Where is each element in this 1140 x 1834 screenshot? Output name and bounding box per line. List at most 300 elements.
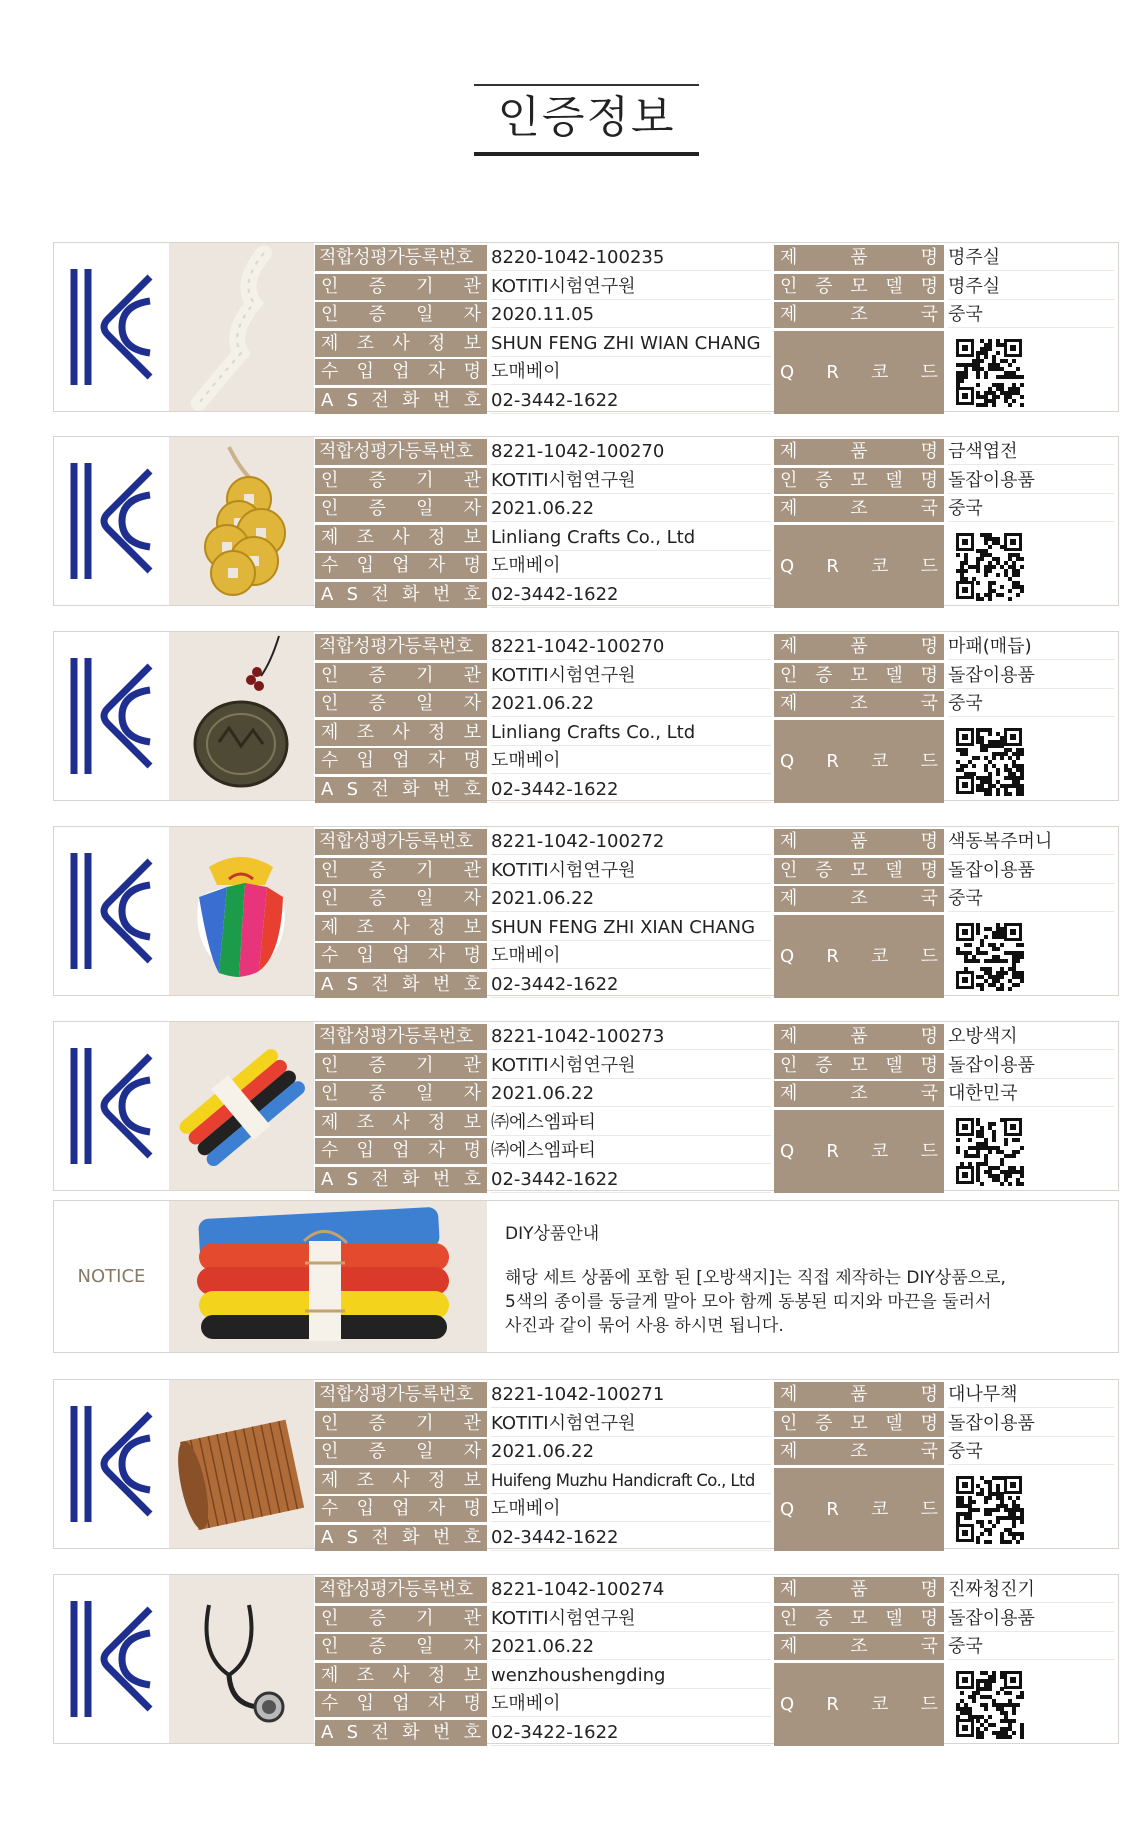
label-char: 정 bbox=[427, 1469, 446, 1491]
label-char: 정 bbox=[427, 916, 446, 938]
label-char: 일 bbox=[416, 498, 434, 519]
label-char: R bbox=[826, 1498, 839, 1520]
label-agency bbox=[315, 858, 487, 884]
certification-card bbox=[53, 1021, 1119, 1191]
label-char: 전 bbox=[371, 583, 389, 605]
label-country bbox=[774, 302, 944, 328]
saekdong-pouch-image bbox=[169, 827, 314, 995]
label-importer bbox=[315, 1496, 487, 1522]
label-char: 전 bbox=[371, 1721, 389, 1743]
label-maker bbox=[315, 720, 487, 746]
as-phone-value: 02-3442-1622 bbox=[491, 388, 771, 414]
label-char: 자 bbox=[463, 1083, 481, 1104]
label-char: 증 bbox=[368, 1054, 386, 1076]
label-country bbox=[774, 886, 944, 912]
notice-card bbox=[53, 1200, 1119, 1353]
qr-code-icon bbox=[954, 1669, 1024, 1739]
label-char: 조 bbox=[356, 721, 375, 743]
label-char: 드 bbox=[920, 945, 938, 967]
notice-line-3: 사진과 같이 묶어 사용 하시면 됩니다. bbox=[505, 1316, 784, 1336]
country-value: 중국 bbox=[948, 691, 1114, 717]
label-char: 명 bbox=[463, 1498, 481, 1519]
label-char: 제 bbox=[321, 332, 339, 354]
label-char: 증 bbox=[815, 1054, 833, 1076]
country-value: 중국 bbox=[948, 1439, 1114, 1465]
certification-card bbox=[53, 1379, 1119, 1549]
label-country bbox=[774, 496, 944, 522]
label-char: 조 bbox=[356, 916, 375, 938]
label-qr-code bbox=[774, 720, 944, 803]
label-product bbox=[774, 1577, 944, 1603]
kc-logo bbox=[54, 243, 169, 411]
label-date bbox=[315, 1634, 487, 1660]
label-char: 명 bbox=[463, 361, 481, 382]
label-char: 인 bbox=[780, 275, 798, 297]
label-reg-number: 적합성평가등록번호 bbox=[315, 439, 487, 465]
label-char: 명 bbox=[463, 555, 481, 576]
product-photo bbox=[169, 437, 314, 605]
page-title-block bbox=[474, 84, 699, 156]
qr-code-icon bbox=[954, 337, 1024, 407]
label-char: 델 bbox=[885, 859, 903, 881]
agency-value: KOTITI시험연구원 bbox=[491, 468, 771, 494]
label-char: 품 bbox=[850, 1026, 868, 1047]
label-char: 증 bbox=[368, 888, 386, 909]
label-char: Q bbox=[780, 945, 795, 967]
label-char: 명 bbox=[920, 636, 938, 657]
label-char: 모 bbox=[850, 469, 868, 491]
label-date bbox=[315, 691, 487, 717]
label-char: 인 bbox=[321, 1636, 339, 1657]
label-char: 증 bbox=[368, 859, 386, 881]
qr-code-icon bbox=[954, 921, 1024, 991]
stethoscope-image bbox=[169, 1575, 314, 1743]
label-char: 인 bbox=[780, 1412, 798, 1434]
label-char: 자 bbox=[463, 1441, 481, 1462]
label-char: 제 bbox=[321, 1664, 339, 1686]
label-char: 번 bbox=[432, 1526, 451, 1548]
kc-logo bbox=[54, 1380, 169, 1548]
label-char: 명 bbox=[920, 275, 938, 297]
qr-code[interactable] bbox=[954, 1474, 1024, 1544]
label-char: 명 bbox=[920, 831, 938, 852]
label-char: Q bbox=[780, 361, 795, 383]
kc-mark-icon bbox=[64, 261, 160, 393]
reg-number-value: 8221-1042-100274 bbox=[491, 1577, 771, 1603]
label-char: 명 bbox=[463, 750, 481, 771]
qr-code[interactable] bbox=[954, 726, 1024, 796]
label-char: 명 bbox=[920, 1054, 938, 1076]
label-char: 명 bbox=[920, 859, 938, 881]
label-char: 증 bbox=[368, 304, 386, 325]
label-char: 관 bbox=[463, 275, 481, 297]
label-char: Q bbox=[780, 1140, 795, 1162]
date-value: 2021.06.22 bbox=[491, 1634, 771, 1660]
label-country bbox=[774, 691, 944, 717]
label-char: 인 bbox=[321, 304, 339, 325]
label-model bbox=[774, 274, 944, 300]
label-char: 정 bbox=[427, 526, 446, 548]
label-char: 업 bbox=[392, 750, 410, 771]
label-char: 수 bbox=[321, 945, 339, 966]
label-char: S bbox=[346, 1526, 359, 1548]
label-char: 국 bbox=[920, 888, 938, 909]
label-as-phone bbox=[315, 582, 487, 608]
label-char: 모 bbox=[850, 664, 868, 686]
label-char: 인 bbox=[321, 469, 339, 491]
notice-heading: DIY상품안내 bbox=[505, 1224, 600, 1244]
label-char: 증 bbox=[815, 275, 833, 297]
kc-mark-icon bbox=[64, 845, 160, 977]
label-char: 보 bbox=[463, 332, 481, 354]
label-agency bbox=[315, 468, 487, 494]
label-char: 국 bbox=[920, 1441, 938, 1462]
label-char: 델 bbox=[885, 275, 903, 297]
label-char: 인 bbox=[321, 1412, 339, 1434]
reg-number-value: 8221-1042-100273 bbox=[491, 1024, 771, 1050]
label-char: 품 bbox=[850, 247, 868, 268]
page-title: 인증정보 bbox=[497, 92, 676, 143]
product-photo bbox=[169, 1575, 314, 1743]
product-name-value: 진짜청진기 bbox=[948, 1577, 1114, 1603]
label-agency bbox=[315, 663, 487, 689]
label-char: 수 bbox=[321, 1693, 339, 1714]
label-char: A bbox=[321, 389, 334, 411]
label-char: 인 bbox=[780, 469, 798, 491]
label-char: 명 bbox=[463, 1693, 481, 1714]
label-char: 제 bbox=[780, 1636, 798, 1657]
label-char: 수 bbox=[321, 361, 339, 382]
kc-mark-icon bbox=[64, 1398, 160, 1530]
agency-value: KOTITI시험연구원 bbox=[491, 663, 771, 689]
label-qr-code bbox=[774, 525, 944, 608]
as-phone-value: 02-3442-1622 bbox=[491, 1167, 771, 1193]
label-char: 조 bbox=[850, 1083, 868, 1104]
label-char: 인 bbox=[321, 1441, 339, 1462]
label-char: 조 bbox=[356, 526, 375, 548]
label-char: 증 bbox=[368, 664, 386, 686]
label-char: 일 bbox=[416, 1441, 434, 1462]
gold-coins-image bbox=[169, 437, 314, 605]
label-char: Q bbox=[780, 1693, 795, 1715]
label-char: 국 bbox=[920, 498, 938, 519]
certification-card bbox=[53, 1574, 1119, 1744]
label-char: 모 bbox=[850, 275, 868, 297]
qr-code[interactable] bbox=[954, 921, 1024, 991]
label-char: 국 bbox=[920, 1636, 938, 1657]
label-char: R bbox=[826, 1140, 839, 1162]
agency-value: KOTITI시험연구원 bbox=[491, 1053, 771, 1079]
label-char: 번 bbox=[432, 389, 451, 411]
label-char: 드 bbox=[920, 750, 938, 772]
kc-logo bbox=[54, 437, 169, 605]
label-char: 번 bbox=[432, 1168, 451, 1190]
kc-logo bbox=[54, 632, 169, 800]
country-value: 중국 bbox=[948, 496, 1114, 522]
label-char: 증 bbox=[815, 664, 833, 686]
label-char: 기 bbox=[416, 1054, 434, 1076]
label-char: 제 bbox=[780, 1441, 798, 1462]
label-qr-code bbox=[774, 331, 944, 414]
label-char: 제 bbox=[780, 831, 798, 852]
model-name-value: 돌잡이용품 bbox=[948, 1053, 1114, 1079]
label-char: 국 bbox=[920, 1083, 938, 1104]
label-char: 정 bbox=[427, 332, 446, 354]
maker-value: wenzhoushengding bbox=[491, 1663, 771, 1689]
label-char: 자 bbox=[463, 304, 481, 325]
label-char: 명 bbox=[920, 1412, 938, 1434]
label-qr-code bbox=[774, 915, 944, 998]
label-char: Q bbox=[780, 1498, 795, 1520]
importer-value: 도매베이 bbox=[491, 359, 771, 385]
label-char: 인 bbox=[321, 859, 339, 881]
label-char: 제 bbox=[780, 498, 798, 519]
certification-card bbox=[53, 826, 1119, 996]
label-char: 제 bbox=[321, 721, 339, 743]
label-char: 품 bbox=[850, 441, 868, 462]
label-char: 인 bbox=[780, 664, 798, 686]
model-name-value: 돌잡이용품 bbox=[948, 858, 1114, 884]
label-agency bbox=[315, 1606, 487, 1632]
label-country bbox=[774, 1634, 944, 1660]
label-char: 업 bbox=[392, 1693, 410, 1714]
label-char: 호 bbox=[463, 973, 481, 995]
label-reg-number: 적합성평가등록번호 bbox=[315, 1577, 487, 1603]
as-phone-value: 02-3442-1622 bbox=[491, 1525, 771, 1551]
label-char: 모 bbox=[850, 1412, 868, 1434]
label-char: 명 bbox=[463, 1140, 481, 1161]
date-value: 2020.11.05 bbox=[491, 302, 771, 328]
label-date bbox=[315, 302, 487, 328]
label-char: 조 bbox=[356, 1664, 375, 1686]
kc-mark-icon bbox=[64, 650, 160, 782]
model-name-value: 돌잡이용품 bbox=[948, 1411, 1114, 1437]
label-model bbox=[774, 663, 944, 689]
as-phone-value: 02-3422-1622 bbox=[491, 1720, 771, 1746]
label-char: 정 bbox=[427, 1664, 446, 1686]
label-maker bbox=[315, 331, 487, 357]
label-char: 업 bbox=[392, 555, 410, 576]
date-value: 2021.06.22 bbox=[491, 1081, 771, 1107]
label-char: 보 bbox=[463, 526, 481, 548]
date-value: 2021.06.22 bbox=[491, 1439, 771, 1465]
label-char: 조 bbox=[850, 888, 868, 909]
product-name-value: 오방색지 bbox=[948, 1024, 1114, 1050]
maker-value: Linliang Crafts Co., Ltd bbox=[491, 720, 771, 746]
label-char: 화 bbox=[402, 778, 420, 800]
label-agency bbox=[315, 1411, 487, 1437]
label-agency bbox=[315, 1053, 487, 1079]
notice-photo bbox=[169, 1201, 487, 1352]
label-char: 화 bbox=[402, 389, 420, 411]
label-reg-number: 적합성평가등록번호 bbox=[315, 245, 487, 271]
label-char: 명 bbox=[920, 1607, 938, 1629]
label-char: 일 bbox=[416, 1083, 434, 1104]
label-char: S bbox=[346, 1721, 359, 1743]
label-importer bbox=[315, 943, 487, 969]
label-char: 인 bbox=[321, 888, 339, 909]
label-product bbox=[774, 1382, 944, 1408]
label-char: 번 bbox=[432, 583, 451, 605]
label-char: S bbox=[346, 389, 359, 411]
label-char: 호 bbox=[463, 1721, 481, 1743]
label-char: 사 bbox=[392, 1111, 410, 1133]
label-char: 기 bbox=[416, 664, 434, 686]
label-char: 사 bbox=[392, 721, 410, 743]
label-char: 번 bbox=[432, 973, 451, 995]
label-char: 기 bbox=[416, 275, 434, 297]
maker-value: SHUN FENG ZHI WIAN CHANG bbox=[491, 331, 771, 357]
model-name-value: 돌잡이용품 bbox=[948, 663, 1114, 689]
qr-code[interactable] bbox=[954, 1669, 1024, 1739]
label-char: 전 bbox=[371, 1526, 389, 1548]
label-char: 관 bbox=[463, 859, 481, 881]
label-char: 증 bbox=[368, 1636, 386, 1657]
label-product bbox=[774, 829, 944, 855]
label-char: 델 bbox=[885, 1054, 903, 1076]
label-char: 업 bbox=[392, 361, 410, 382]
label-as-phone bbox=[315, 1720, 487, 1746]
label-char: 입 bbox=[356, 361, 375, 382]
label-char: 기 bbox=[416, 1607, 434, 1629]
importer-value: 도매베이 bbox=[491, 943, 771, 969]
label-char: 관 bbox=[463, 1412, 481, 1434]
label-char: 인 bbox=[780, 1607, 798, 1629]
label-char: 호 bbox=[463, 778, 481, 800]
label-char: 인 bbox=[321, 1083, 339, 1104]
label-char: Q bbox=[780, 555, 795, 577]
label-char: 인 bbox=[321, 1607, 339, 1629]
label-char: 조 bbox=[850, 498, 868, 519]
label-date bbox=[315, 496, 487, 522]
qr-code[interactable] bbox=[954, 531, 1024, 601]
label-char: 자 bbox=[427, 1140, 446, 1161]
label-char: 제 bbox=[321, 916, 339, 938]
label-char: S bbox=[346, 778, 359, 800]
label-char: 품 bbox=[850, 831, 868, 852]
product-photo bbox=[169, 827, 314, 995]
kc-logo bbox=[54, 827, 169, 995]
label-char: 델 bbox=[885, 664, 903, 686]
label-char: 자 bbox=[427, 1693, 446, 1714]
product-name-value: 명주실 bbox=[948, 245, 1114, 271]
label-country bbox=[774, 1439, 944, 1465]
label-char: R bbox=[826, 555, 839, 577]
product-photo bbox=[169, 243, 314, 411]
mapae-medallion-image bbox=[169, 632, 314, 800]
product-name-value: 대나무책 bbox=[948, 1382, 1114, 1408]
label-char: 일 bbox=[416, 888, 434, 909]
label-char: 명 bbox=[920, 1384, 938, 1405]
importer-value: 도매베이 bbox=[491, 1691, 771, 1717]
label-char: S bbox=[346, 583, 359, 605]
label-char: 인 bbox=[321, 275, 339, 297]
label-char: 코 bbox=[871, 1140, 889, 1162]
label-qr-code bbox=[774, 1663, 944, 1746]
label-char: 일 bbox=[416, 1636, 434, 1657]
kc-mark-icon bbox=[64, 1593, 160, 1725]
label-char: 코 bbox=[871, 1498, 889, 1520]
label-char: 델 bbox=[885, 1412, 903, 1434]
label-char: 보 bbox=[463, 1111, 481, 1133]
qr-code[interactable] bbox=[954, 1116, 1024, 1186]
label-char: 모 bbox=[850, 1054, 868, 1076]
label-char: 명 bbox=[920, 247, 938, 268]
label-char: 코 bbox=[871, 750, 889, 772]
label-char: 드 bbox=[920, 1498, 938, 1520]
importer-value: 도매베이 bbox=[491, 748, 771, 774]
label-char: 화 bbox=[402, 1526, 420, 1548]
label-maker bbox=[315, 1663, 487, 1689]
label-char: 보 bbox=[463, 721, 481, 743]
label-char: 입 bbox=[356, 1140, 375, 1161]
label-char: 제 bbox=[780, 1026, 798, 1047]
label-char: 코 bbox=[871, 1693, 889, 1715]
paper-bundle-image bbox=[169, 1201, 487, 1352]
qr-code-icon bbox=[954, 1116, 1024, 1186]
label-char: 화 bbox=[402, 1168, 420, 1190]
certification-card bbox=[53, 631, 1119, 801]
label-char: A bbox=[321, 583, 334, 605]
label-product bbox=[774, 245, 944, 271]
label-char: 수 bbox=[321, 750, 339, 771]
qr-code[interactable] bbox=[954, 337, 1024, 407]
label-char: R bbox=[826, 750, 839, 772]
model-name-value: 돌잡이용품 bbox=[948, 1606, 1114, 1632]
label-char: 관 bbox=[463, 664, 481, 686]
label-char: A bbox=[321, 1526, 334, 1548]
label-char: 관 bbox=[463, 1607, 481, 1629]
label-char: 명 bbox=[920, 1579, 938, 1600]
label-char: 드 bbox=[920, 555, 938, 577]
country-value: 중국 bbox=[948, 302, 1114, 328]
label-char: 조 bbox=[850, 304, 868, 325]
reg-number-value: 8221-1042-100270 bbox=[491, 439, 771, 465]
label-product bbox=[774, 439, 944, 465]
label-char: 사 bbox=[392, 332, 410, 354]
label-model bbox=[774, 1606, 944, 1632]
label-char: 명 bbox=[920, 441, 938, 462]
label-model bbox=[774, 858, 944, 884]
label-char: 자 bbox=[463, 1636, 481, 1657]
label-char: 델 bbox=[885, 469, 903, 491]
label-char: 전 bbox=[371, 1168, 389, 1190]
label-char: 드 bbox=[920, 1140, 938, 1162]
label-char: A bbox=[321, 1168, 334, 1190]
reg-number-value: 8221-1042-100272 bbox=[491, 829, 771, 855]
label-char: 조 bbox=[356, 332, 375, 354]
label-char: 인 bbox=[780, 859, 798, 881]
label-char: 증 bbox=[815, 469, 833, 491]
label-char: 자 bbox=[463, 693, 481, 714]
label-char: 증 bbox=[368, 1412, 386, 1434]
importer-value: 도매베이 bbox=[491, 1496, 771, 1522]
label-char: 업 bbox=[392, 945, 410, 966]
label-maker bbox=[315, 1468, 487, 1494]
maker-value: Linliang Crafts Co., Ltd bbox=[491, 525, 771, 551]
label-char: 모 bbox=[850, 1607, 868, 1629]
label-char: 품 bbox=[850, 1384, 868, 1405]
label-char: 업 bbox=[392, 1498, 410, 1519]
kc-logo bbox=[54, 1022, 169, 1190]
product-name-value: 금색엽전 bbox=[948, 439, 1114, 465]
label-model bbox=[774, 1053, 944, 1079]
label-char: 증 bbox=[815, 1412, 833, 1434]
country-value: 중국 bbox=[948, 886, 1114, 912]
label-char: 입 bbox=[356, 1498, 375, 1519]
label-char: A bbox=[321, 1721, 334, 1743]
label-char: 관 bbox=[463, 1054, 481, 1076]
